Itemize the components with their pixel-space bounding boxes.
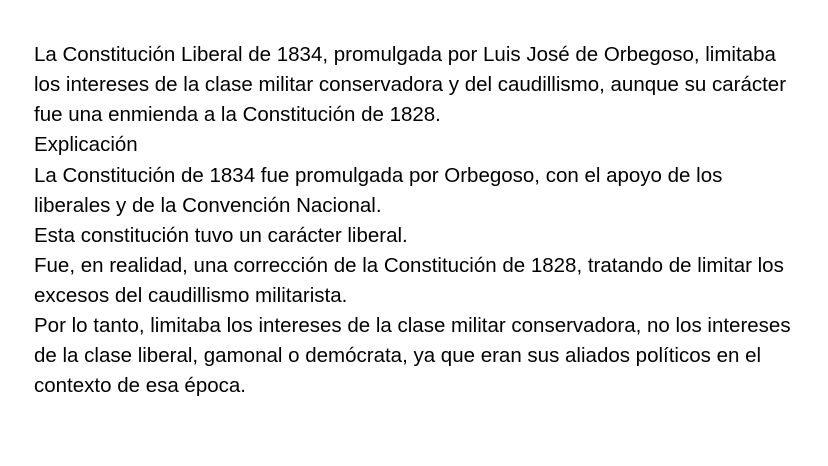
paragraph-4: Esta constitución tuvo un carácter liberal. [34,223,408,247]
paragraph-1: La Constitución Liberal de 1834, promulgada por Luis José de Orbegoso, limitaba los intereses de la clase militar conservadora y del caudillismo, aunque su carácter fue una enmienda a la Constitución de 1828. [34,43,787,127]
paragraph-5: Fue, en realidad, una corrección de la Constitución de 1828, tratando de limitar los excesos del caudillismo militarista. [34,253,784,307]
paragraph-6: Por lo tanto, limitaba los intereses de la clase militar conservadora, no los intereses de la clase liberal, gamonal o demócrata, ya que eran sus aliados políticos en el contexto de esa época. [34,314,791,398]
paragraph-3: La Constitución de 1834 fue promulgada por Orbegoso, con el apoyo de los liberales y de la Convención Nacional. [34,163,723,217]
slide-text-block [34,40,794,402]
paragraph-2: Explicación [34,133,138,157]
